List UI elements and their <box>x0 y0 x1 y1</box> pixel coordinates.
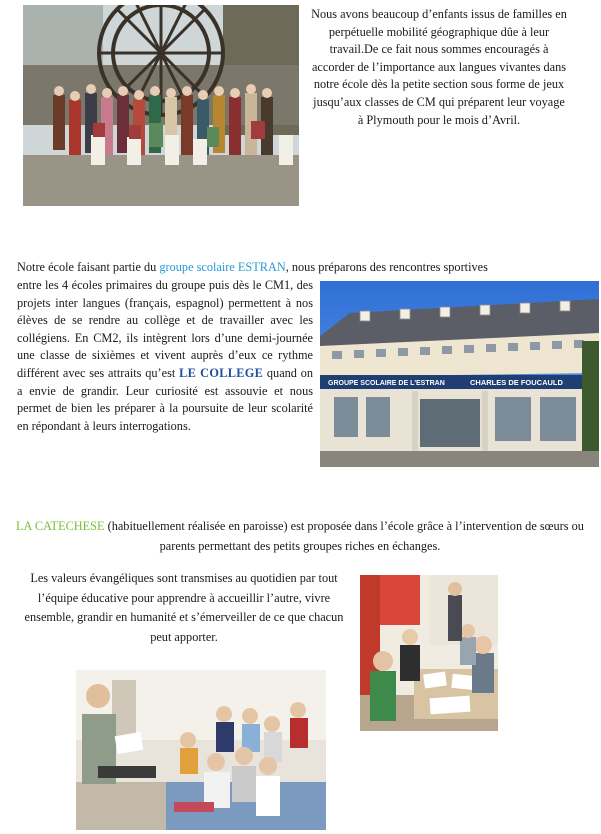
cm1-before-text: entre les 4 écoles primaires du groupe puis dès le CM1, des projets inter langues (français, espagnol) permettent à nos élèves de se rendre au collège et de travailler avec les collégiens. En CM2, ils intègrent lors d’une demi-journée une classe de sixièmes et vivent auprès d’eux ce rythme différent avec ses attraits qu’est <box>17 278 313 380</box>
school-sign-left: GROUPE SCOLAIRE DE L'ESTRAN <box>328 380 445 387</box>
catechese-highlight: LA CATECHESE <box>16 519 105 533</box>
school-building-photo <box>320 281 599 467</box>
school-sign-right: CHARLES DE FOUCAULD <box>470 378 563 387</box>
cm1-after-text: quand on a envie de grandir. Leur curiosité est assouvie et nous permet de bien les préparer à la poursuite de leur scolarité en répondant à leurs interrogations. <box>17 365 314 433</box>
estran-after-text: , nous préparons des rencontres sportives <box>285 260 488 274</box>
costume-group-photo <box>23 5 299 206</box>
cm1-paragraph <box>17 277 313 435</box>
catechesis-session-photo <box>76 670 326 830</box>
catechese-paragraph <box>10 517 590 556</box>
estran-before-text: Notre école faisant partie du <box>17 260 160 274</box>
college-highlight: LE COLLEGE <box>179 365 264 380</box>
valeurs-paragraph: Les valeurs évangéliques sont transmises au quotidien par tout l’équipe éducative pour apprendre à accueillir l’autre, vivre ensemble, grandir en humanité et s’émerveiller de ce que chacun peut apporter. <box>24 571 344 644</box>
intro-paragraph: Nous avons beaucoup d’enfants issus de familles en perpétuelle mobilité géographique dûe à leur travail.De ce fait nous sommes encouragés à accorder de l’importance aux langues vivantes dans notre école dès la petite section sous forme de jeux jusqu’aux classes de CM qui préparent leur voyage à Plymouth pour le mois d’Avril. <box>311 7 567 127</box>
classroom-photo <box>360 575 498 731</box>
estran-group-link[interactable]: groupe scolaire ESTRAN <box>159 260 286 274</box>
estran-sentence <box>17 259 597 277</box>
catechese-after-text: (habituellement réalisée en paroisse) est proposée dans l’école grâce à l’intervention de sœurs ou parents permettant des petits groupes riches en échanges. <box>104 519 584 553</box>
